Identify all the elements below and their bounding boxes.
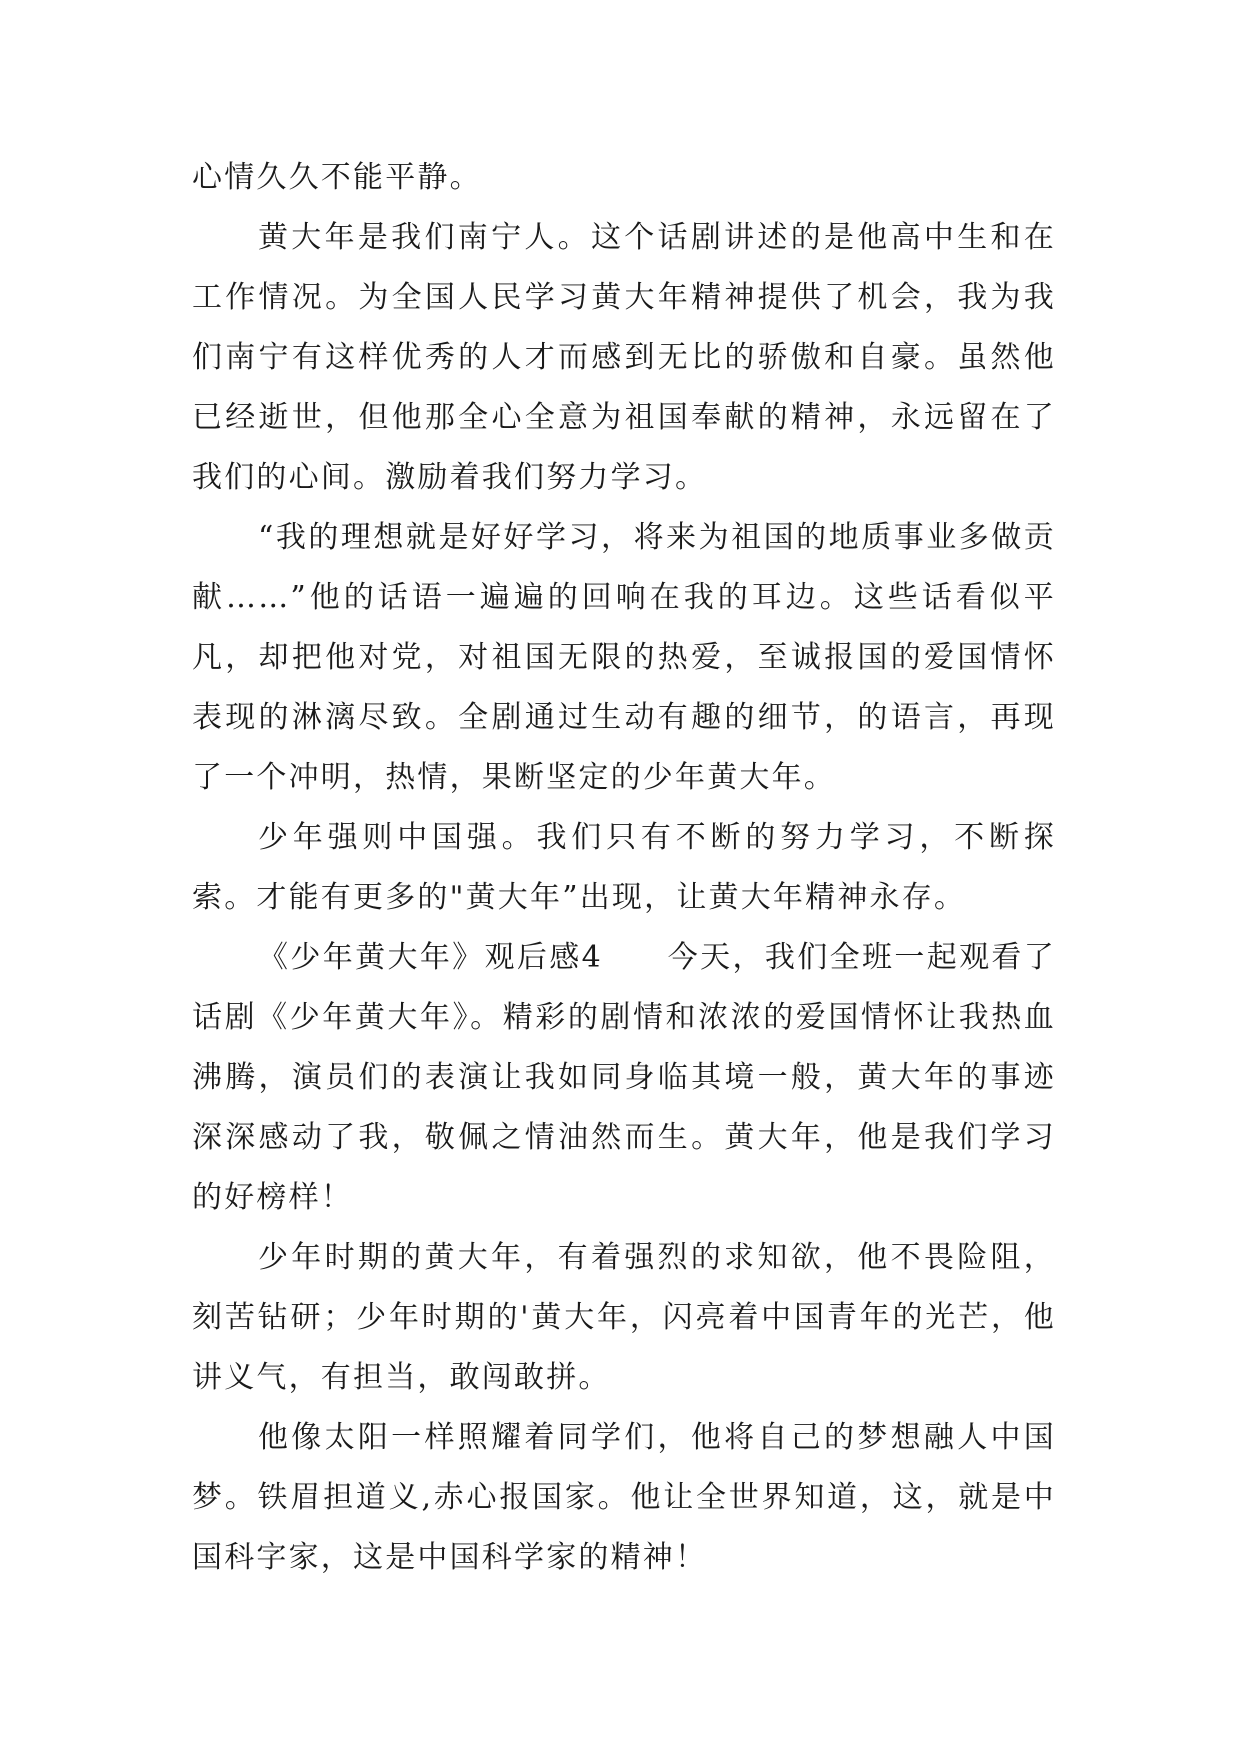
paragraph-1: 心情久久不能平静。 — [192, 160, 482, 195]
paragraph-3: “我的理想就是好好学习，将来为祖国的地质事业多做贡献……”他的话语一遍遍的回响在我的耳边。这些话看似平凡，却把他对党，对祖国无限的热爱，至诚报国的爱国情怀表现的淋漓尽致。全剧通过生动有趣的细节，的语言，再现了一个冲明，热情，果断坚定的少年黄大年。 — [192, 520, 1056, 795]
paragraph-7: 他像太阳一样照耀着同学们，他将自己的梦想融人中国梦。铁眉担道义,赤心报国家。他让全世界知道，这，就是中国科字家，这是中国科学家的精神！ — [192, 1420, 1056, 1575]
document-page — [192, 148, 1056, 1588]
paragraph-6: 少年时期的黄大年，有着强烈的求知欲，他不畏险阻，刻苦钻研；少年时期的'黄大年，闪亮着中国青年的光芒，他讲义气，有担当，敢闯敢拼。 — [192, 1240, 1056, 1395]
paragraph-2: 黄大年是我们南宁人。这个话剧讲述的是他高中生和在工作情况。为全国人民学习黄大年精神提供了机会，我为我们南宁有这样优秀的人才而感到无比的骄傲和自豪。虽然他已经逝世，但他那全心全意为祖国奉献的精神，永远留在了我们的心间。激励着我们努力学习。 — [192, 220, 1056, 495]
paragraph-4: 少年强则中国强。我们只有不断的努力学习，不断探索。才能有更多的"黄大年”出现，让黄大年精神永存。 — [192, 820, 1056, 915]
paragraph-5: 《少年黄大年》观后感4 今天，我们全班一起观看了话剧《少年黄大年》。精彩的剧情和浓浓的爱国情怀让我热血沸腾，演员们的表演让我如同身临其境一般，黄大年的事迹深深感动了我，敬佩之情油然而生。黄大年，他是我们学习的好榜样！ — [192, 940, 1056, 1215]
